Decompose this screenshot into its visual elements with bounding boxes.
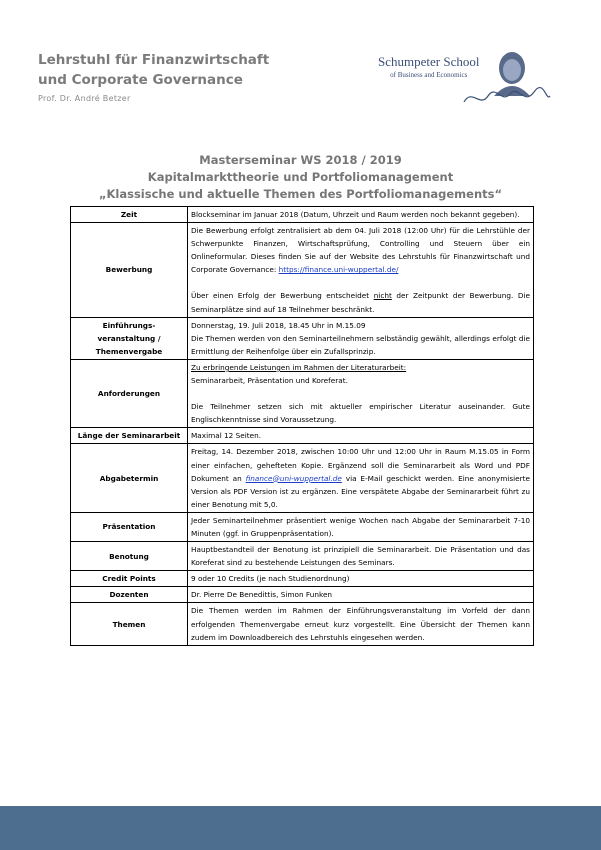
- row-content: [188, 223, 534, 318]
- table-row-anforderungen: [71, 359, 534, 427]
- table-row-dozenten: [71, 587, 534, 603]
- row-content: Jeder Seminarteilnehmer präsentiert wenige Wochen nach Abgabe der Seminararbeit 7-10 Minuten (ggf. in Gruppenpräsentation).: [188, 512, 534, 541]
- seminar-title-line2: Kapitalmarkttheorie und Portfoliomanagement: [147, 170, 454, 184]
- row-label: Dozenten: [71, 587, 188, 603]
- table-row-einfuehrung: [71, 317, 534, 359]
- chair-title-line1: Lehrstuhl für Finanzwirtschaft: [38, 52, 270, 68]
- row-content: [188, 317, 534, 359]
- chair-title: [38, 50, 269, 90]
- chair-title-line2: und Corporate Governance: [38, 72, 243, 88]
- table-row-benotung: [71, 542, 534, 571]
- table-row-themen: [71, 603, 534, 645]
- row-content: 9 oder 10 Credits (je nach Studienordnung): [188, 571, 534, 587]
- row-content: [188, 359, 534, 427]
- abgabe-text-before: Freitag, 14. Dezember 2018, zwischen 10:00 Uhr und 12:00 Uhr in Raum M.15.05 in Form einer einfachen, gehefteten Kopie. Ergänzend soll die Seminararbeit als Word und PDF Dokument an: [191, 447, 530, 483]
- bewerbung-note-after: der Zeitpunkt der Bewerbung. Die Seminarplätze sind auf 18 Teilnehmer beschränkt.: [191, 291, 530, 314]
- seminar-title-line1: Masterseminar WS 2018 / 2019: [199, 153, 402, 167]
- bewerbung-note-before: Über einen Erfolg der Bewerbung entscheidet: [191, 291, 370, 301]
- row-content: Maximal 12 Seiten.: [188, 428, 534, 444]
- row-content: Hauptbestandteil der Benotung ist prinzipiell die Seminararbeit. Die Präsentation und das Koreferat sind zu bestehende Leistungen des Seminars.: [188, 542, 534, 571]
- row-label: Benotung: [71, 542, 188, 571]
- professor-name: Prof. Dr. André Betzer: [38, 94, 131, 103]
- row-label: Themen: [71, 603, 188, 645]
- row-label: Einführungs-veranstaltung / Themenvergabe: [71, 317, 188, 359]
- einfuehrung-text: Die Themen werden von den Seminarteilnehmern selbständig gewählt, allerdings erfolgt die Ermittlung der Reihenfolge über ein Zufallsprinzip.: [191, 333, 530, 356]
- row-content: [188, 444, 534, 512]
- bewerbung-note-emphasis: nicht: [373, 291, 392, 301]
- row-label: Abgabetermin: [71, 444, 188, 512]
- school-logo-line1: Schumpeter School: [378, 54, 480, 69]
- finance-email-link[interactable]: finance@uni-wuppertal.de: [245, 473, 342, 483]
- row-label: Credit Points: [71, 571, 188, 587]
- anforderungen-line1: Seminararbeit, Präsentation und Koreferat.: [191, 376, 348, 386]
- table-row-laenge: [71, 428, 534, 444]
- row-label: Bewerbung: [71, 223, 188, 318]
- einfuehrung-date: Donnerstag, 19. Juli 2018, 18.45 Uhr in M.15.09: [191, 320, 366, 330]
- finance-website-link[interactable]: https://finance.uni-wuppertal.de/: [278, 265, 399, 275]
- anforderungen-heading: Zu erbringende Leistungen im Rahmen der Literaturarbeit:: [191, 362, 407, 372]
- anforderungen-text: Die Teilnehmer setzen sich mit aktueller empirischer Literatur auseinander. Gute Englischkenntnisse sind Voraussetzung.: [191, 402, 530, 425]
- table-row-zeit: [71, 207, 534, 223]
- footer-band: [0, 806, 601, 850]
- row-content: Die Themen werden im Rahmen der Einführungsveranstaltung im Vorfeld der dann erfolgenden Themenvergabe erneut kurz vorgestellt. Eine Übersicht der Themen kann zudem im Downloadbereich des Lehrstuhls eingesehen werden.: [188, 603, 534, 645]
- school-logo-line2: of Business and Economics: [390, 71, 468, 79]
- row-content: Blockseminar im Januar 2018 (Datum, Uhrzeit und Raum werden noch bekannt gegeben).: [188, 207, 534, 223]
- row-label: Präsentation: [71, 512, 188, 541]
- table-row-credit: [71, 571, 534, 587]
- table-row-abgabe: [71, 444, 534, 512]
- table-row-praesentation: [71, 512, 534, 541]
- row-label: Länge der Seminararbeit: [71, 428, 188, 444]
- seminar-info-table: [70, 206, 534, 646]
- row-label: Zeit: [71, 207, 188, 223]
- bewerbung-text: Die Bewerbung erfolgt zentralisiert ab dem 04. Juli 2018 (12:00 Uhr) für die Lehrstühle der Schwerpunkte Finanzen, Wirtschaftsprüfung, Controlling und Steuern über ein Onlineformular. Dieses finden Sie auf der Website des Lehrstuhls für Finanzwirtschaft und Corporate Governance:: [191, 226, 530, 275]
- abgabe-text-after: via E-Mail geschickt werden. Eine anonymisierte Version als PDF Version ist zu ergänzen. Eine verspätete Abgabe der Seminararbeit führt zu einer Benotung mit 5,0.: [191, 473, 530, 509]
- row-label: Anforderungen: [71, 359, 188, 427]
- row-content: Dr. Pierre De Benedittis, Simon Funken: [188, 587, 534, 603]
- schumpeter-portrait-logo: [462, 46, 552, 110]
- seminar-title-line3: „Klassische und aktuelle Themen des Portfoliomanagements“: [98, 187, 503, 201]
- table-row-bewerbung: [71, 223, 534, 318]
- seminar-titles: [0, 152, 601, 203]
